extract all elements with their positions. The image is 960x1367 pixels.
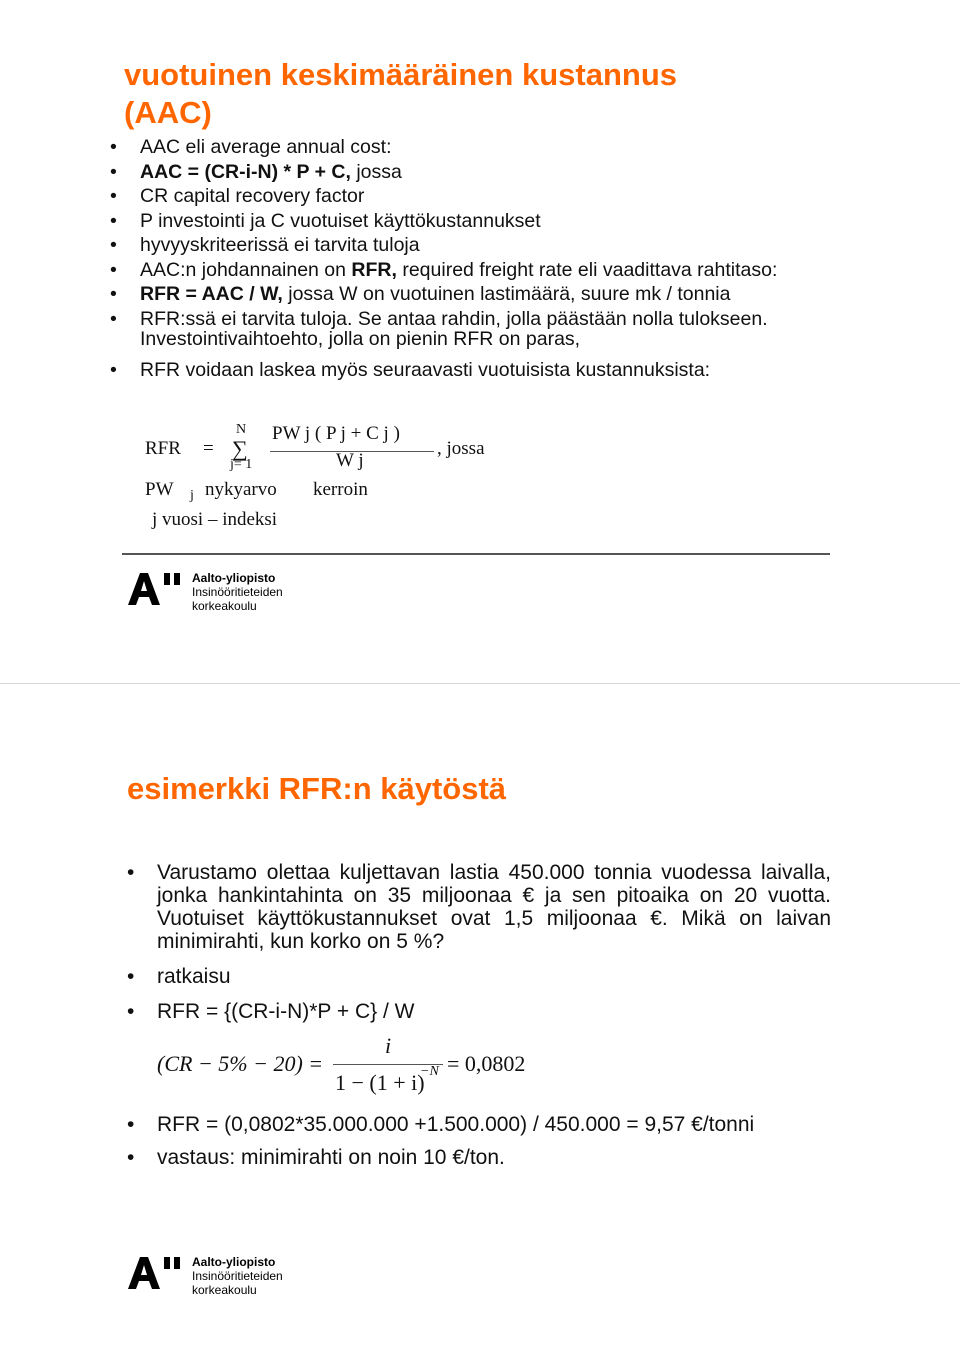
cr-numerator: i [385,1033,392,1058]
definition-pw-subscript: j [190,488,194,503]
logo-line-2: Insinööritieteiden [192,585,283,599]
logo-line-3: korkeakoulu [192,599,257,613]
cr-denominator: 1 − (1 + i) [335,1070,425,1095]
list-item: • AAC = (CR-i-N) * P + C, jossa [110,160,402,183]
logo-line-3: korkeakoulu [192,1283,257,1297]
logo-line-1: Aalto-yliopisto [192,571,276,585]
list-item: • P investointi ja C vuotuiset käyttökustannukset [110,209,541,232]
cr-formula-lhs: (CR − 5% − 20) = [157,1051,324,1076]
fraction-denominator: W j [336,450,364,471]
sum-sign: ∑ [232,436,248,461]
definition-pw-text: nykyarvo [205,479,277,500]
slide-2-bullet-list [127,861,831,1023]
list-item: • RFR:ssä ei tarvita tuloja. Se antaa rahdin, jolla päästään nolla tulokseen. Investointivaihtoehto, jolla on pienin RFR on paras, [110,307,768,350]
list-item: • AAC eli average annual cost: [110,136,392,158]
fraction-numerator: PW j ( P j + C j ) [272,423,400,444]
logo-line-2: Insinööritieteiden [192,1269,283,1283]
definition-j: j vuosi – indeksi [152,509,278,530]
logo-text [192,571,283,613]
list-item: • RFR = AAC / W, jossa W on vuotuinen lastimäärä, suure mk / tonnia [110,283,731,305]
cr-result: = 0,0802 [447,1051,526,1076]
definition-pw-kerroin: kerroin [313,479,368,500]
list-item: • AAC:n johdannainen on RFR, required freight rate eli vaadittava rahtitaso: [110,258,778,281]
title-line-2: (AAC) [124,95,212,130]
list-item: • vastaus: minimirahti on noin 10 €/ton. [127,1146,505,1169]
logo-line-1: Aalto-yliopisto [192,1255,276,1269]
slide-2-title: esimerkki RFR:n käytöstä [127,771,507,806]
sum-upper-limit: N [236,422,247,437]
definition-pw-symbol: PW [145,479,174,500]
slide-1-divider [122,553,830,555]
aalto-logo [128,1255,368,1305]
cr-exponent: −N [420,1064,439,1079]
formula-lhs: RFR [145,438,181,459]
list-item: • RFR = (0,0802*35.000.000 +1.500.000) / 450.000 = 9,57 €/tonni [127,1113,755,1136]
slide-1-bullet-list [110,137,800,384]
list-item: • CR capital recovery factor [110,185,365,207]
slide-2 [0,684,960,1367]
logo-text [192,1255,283,1297]
slide-1-title [124,56,677,132]
formula-tail: , jossa [437,438,485,459]
aalto-a-mark-icon [128,1255,188,1291]
list-item: • ratkaisu [127,965,231,988]
formula-equals: = [203,438,214,459]
list-item: • RFR = {(CR-i-N)*P + C} / W [127,1000,415,1023]
list-item: • hyvyyskriteerissä ei tarvita tuloja [110,234,420,256]
slide-2-bullet-list-after [127,1113,831,1169]
aalto-logo [128,571,368,621]
sum-lower-limit: j= 1 [230,457,253,472]
slide-1 [0,0,960,683]
aalto-a-mark-icon [128,571,188,607]
title-line-1: vuotuinen keskimääräinen kustannus [124,57,678,92]
list-item: • Varustamo olettaa kuljettavan lastia 450.000 tonnia vuodessa laivalla, jonka hankintahinta on 35 miljoonaa € ja sen pitoaika on 20 vuotta. Vuotuiset käyttökustannukset ovat 1,5 miljoonaa €. Mikä on laivan minimirahti, kun korko on 5 %? [127,861,831,953]
list-item: • RFR voidaan laskea myös seuraavasti vuotuisista kustannuksista: [110,358,711,381]
